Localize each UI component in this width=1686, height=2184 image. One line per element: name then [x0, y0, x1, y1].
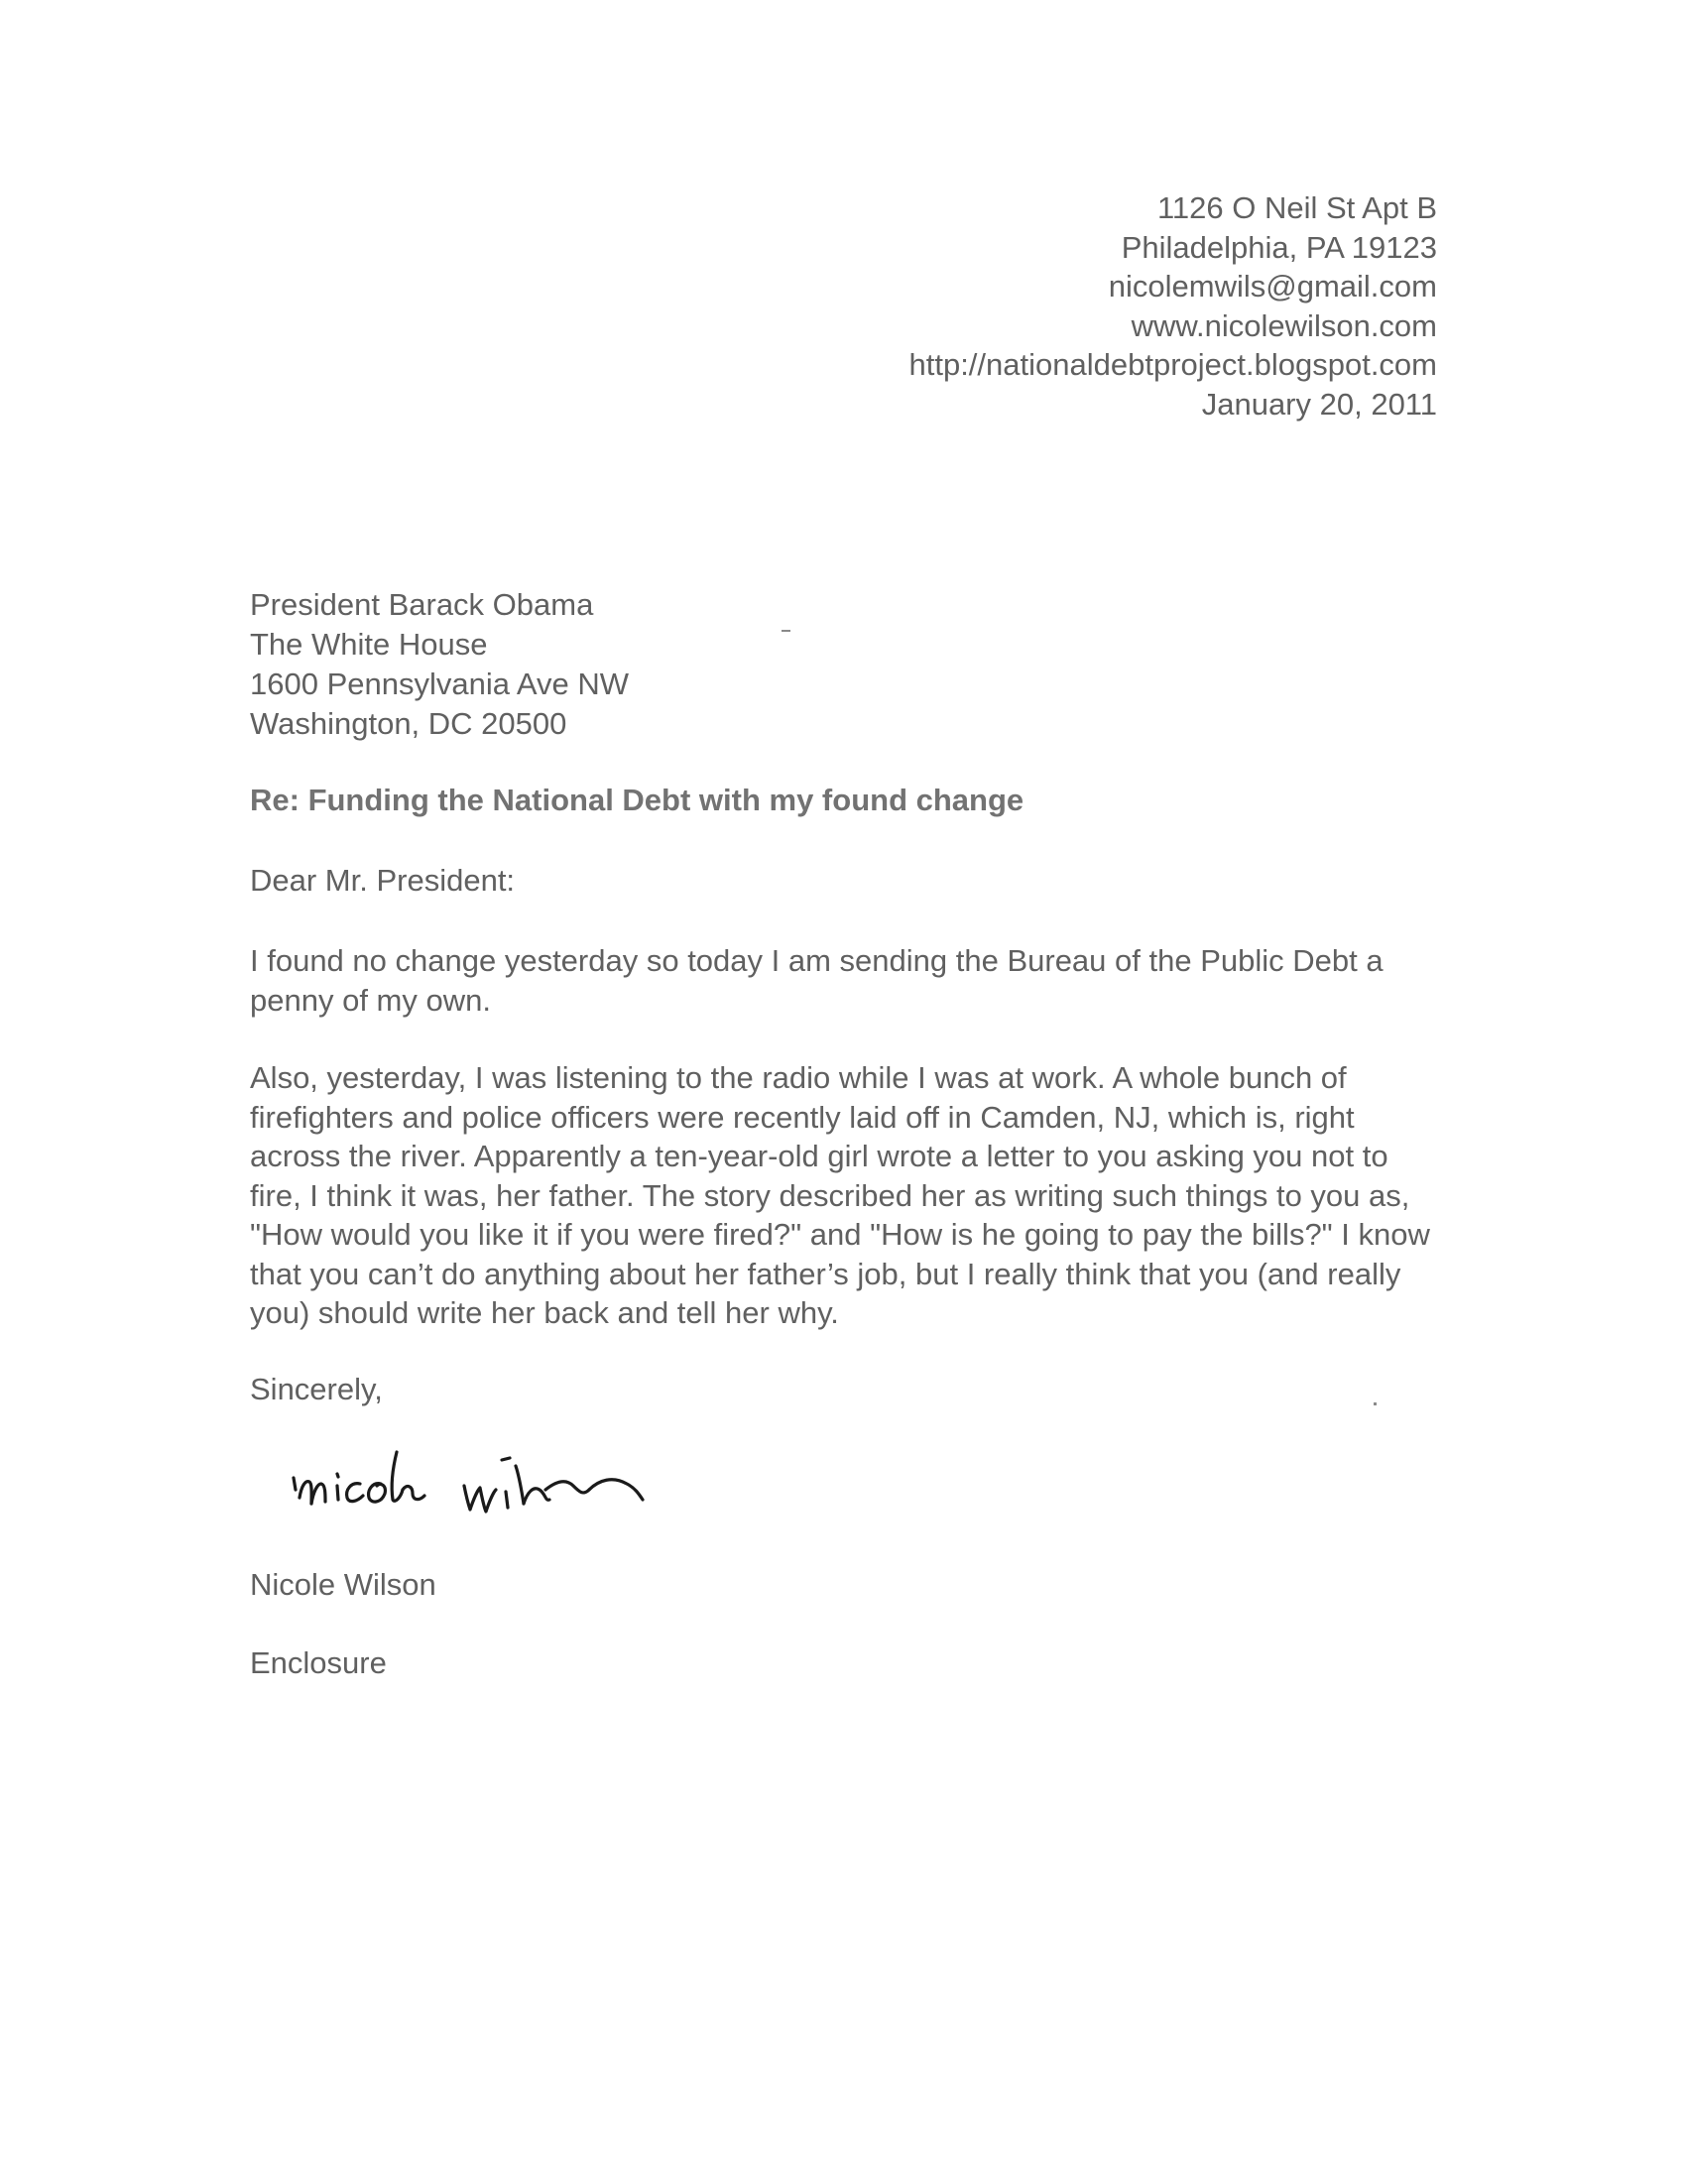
recipient-address-block: [250, 585, 629, 744]
sender-street: 1126 O Neil St Apt B: [1156, 190, 1437, 225]
subject-line: Re: Funding the National Debt with my found change: [250, 783, 1024, 817]
body-paragraph-2: Also, yesterday, I was listening to the radio while I was at work. A whole bunch of firefighters and police officers were recently laid off in Camden, NJ, which is, right across the river. Apparently a ten-year-old girl wrote a letter to you asking you not to fire, I think it was, her father. The story described her as writing such things to you as, "How would you like it if you were fired?" and "How is he going to pay the bills?" I know that you can’t do anything about her father’s job, but I really think that you (and really you) should write her back and tell her why.: [250, 1060, 1430, 1330]
recipient-city-state-zip: Washington, DC 20500: [250, 706, 567, 741]
handwritten-signature: [286, 1438, 702, 1547]
letter-date: January 20, 2011: [1201, 386, 1437, 422]
recipient-street: 1600 Pennsylvania Ave NW: [250, 667, 629, 701]
scan-speck: [1374, 1402, 1377, 1405]
closing: Sincerely,: [250, 1372, 383, 1406]
signer-name: Nicole Wilson: [250, 1567, 436, 1602]
sender-address-block: [908, 188, 1437, 424]
recipient-name: President Barack Obama: [250, 587, 594, 622]
sender-blog: http://nationaldebtproject.blogspot.com: [908, 347, 1437, 382]
sender-email: nicolemwils@gmail.com: [1108, 269, 1437, 303]
scan-speck: [782, 630, 790, 632]
salutation: Dear Mr. President:: [250, 863, 516, 898]
body-paragraph-1: I found no change yesterday so today I am sending the Bureau of the Public Debt a penny of my own.: [250, 943, 1384, 1018]
sender-website: www.nicolewilson.com: [1131, 307, 1437, 343]
sender-city-state-zip: Philadelphia, PA 19123: [1121, 229, 1437, 265]
recipient-organization: The White House: [250, 627, 488, 662]
enclosure-note: Enclosure: [250, 1645, 387, 1680]
